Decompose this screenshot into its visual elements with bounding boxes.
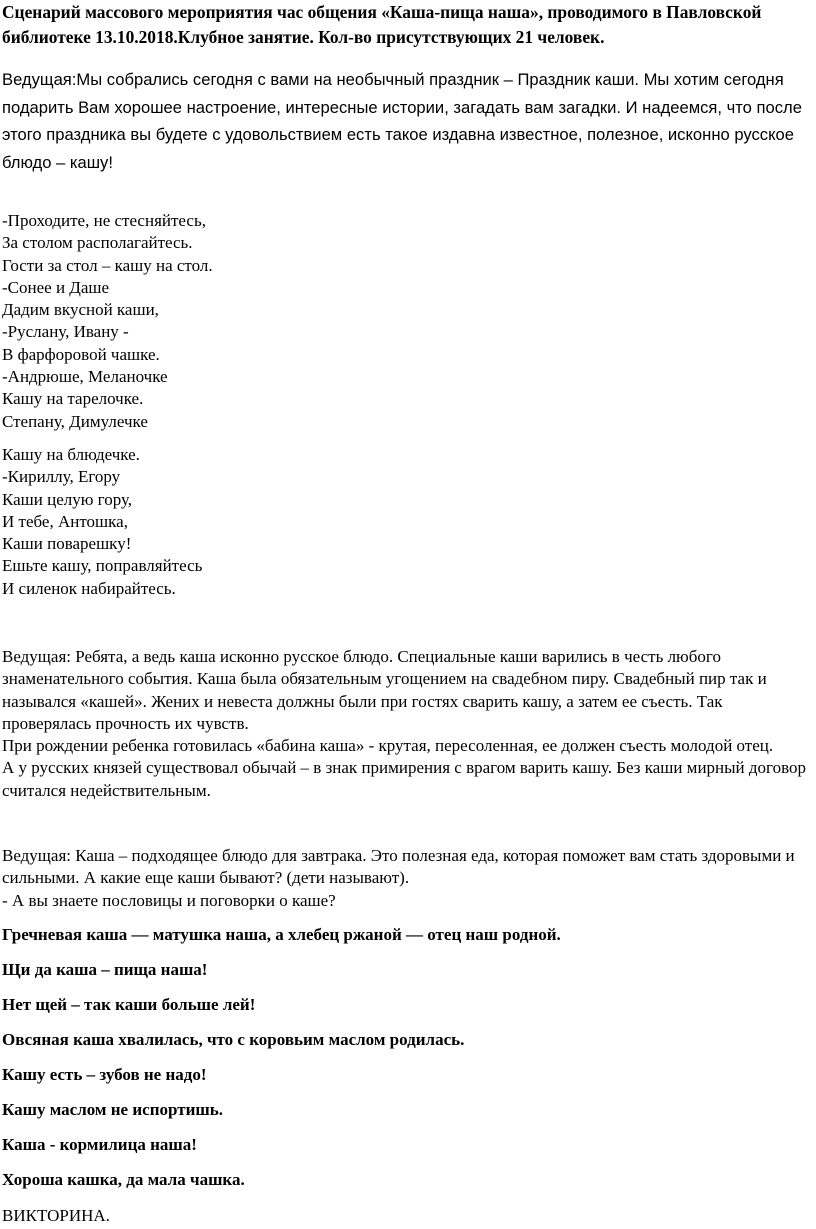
proverb-item: Кашу есть – зубов не надо! (2, 1065, 207, 1084)
poem-line: За столом располагайтесь. (2, 233, 193, 253)
proverb-item: Щи да каша – пища наша! (2, 960, 208, 979)
poem-line: И силенок набирайтесь. (2, 578, 176, 598)
history-paragraph-birth: При рождении ребенка готовилась «бабина каша» - крутая, пересоленная, ее должен съесть молодой отец. (2, 736, 774, 756)
poem-line: -Кириллу, Егору (2, 467, 121, 487)
quiz-heading: ВИКТОРИНА. (2, 1206, 110, 1225)
welcome-poem-part-1 (2, 210, 802, 433)
breakfast-paragraph: Ведущая: Каша – подходящее блюдо для завтрака. Это полезная еда, которая поможет вам стать здоровыми и сильными. А какие еще каши бывают? (дети называют). (2, 846, 795, 888)
poem-line: Гости за стол – кашу на стол. (2, 255, 213, 275)
poem-line: Кашу на блюдечке. (2, 445, 140, 464)
poem-line: Степану, Димулечке (2, 411, 148, 431)
proverb-item: Хороша кашка, да мала чашка. (2, 1170, 245, 1189)
poem-line: В фарфоровой чашке. (2, 344, 160, 364)
proverb-item: Нет щей – так каши больше лей! (2, 995, 256, 1014)
proverb-item: Овсяная каша хвалилась, что с коровьим маслом родилась. (2, 1030, 465, 1049)
history-paragraph-princes: А у русских князей существовал обычай – в знак примирения с врагом варить кашу. Без каши мирный договор считался недействительным. (2, 758, 807, 800)
poem-line: Каши целую гору, (2, 489, 133, 509)
poem-line: Дадим вкусной каши, (2, 300, 159, 320)
poem-line: -Сонее и Даше (2, 277, 110, 297)
poem-line: Кашу на тарелочке. (2, 389, 144, 409)
poem-line: Каши поварешку! (2, 534, 132, 554)
proverb-item: Каша - кормилица наша! (2, 1135, 197, 1154)
welcome-poem-part-2 (2, 444, 802, 600)
poem-line: Ешьте кашу, поправляйтесь (2, 556, 203, 576)
host-intro-paragraph: Ведущая:Мы собрались сегодня с вами на необычный праздник – Праздник каши. Мы хотим сегодня подарить Вам хорошее настроение, интересные истории, загадать вам загадки. И надеемся, что после этого праздника вы будете с удовольствием есть такое издавна известное, полезное, исконно русское блюдо – кашу! (2, 70, 802, 172)
poem-line: -Андрюше, Меланочке (2, 367, 168, 387)
document-title: Сценарий массового мероприятия час общения «Каша-пища наша», проводимого в Павловской библиотеке 13.10.2018.Клубное занятие. Кол-во присутствующих 21 человек. (2, 2, 762, 47)
proverbs-question: - А вы знаете пословицы и поговорки о каше? (2, 890, 336, 910)
poem-line: -Руслану, Ивану - (2, 322, 129, 342)
history-paragraph-wedding: Ведущая: Ребята, а ведь каша исконно русское блюдо. Специальные каши варились в честь любого знаменательного события. Каша была обязательным угощением на свадебном пиру. Свадебный пир так и назывался «кашей». Жених и невеста должны были при гостях сварить кашу, а затем ее съесть. Так проверялась прочность их чувств. (2, 647, 767, 733)
poem-line: -Проходите, не стесняйтесь, (2, 211, 206, 230)
proverb-item: Гречневая каша — матушка наша, а хлебец ржаной — отец наш родной. (2, 925, 561, 944)
poem-line: И тебе, Антошка, (2, 511, 128, 531)
breakfast-section (2, 845, 808, 912)
proverb-item: Кашу маслом не испортишь. (2, 1100, 223, 1119)
history-section (2, 646, 808, 802)
